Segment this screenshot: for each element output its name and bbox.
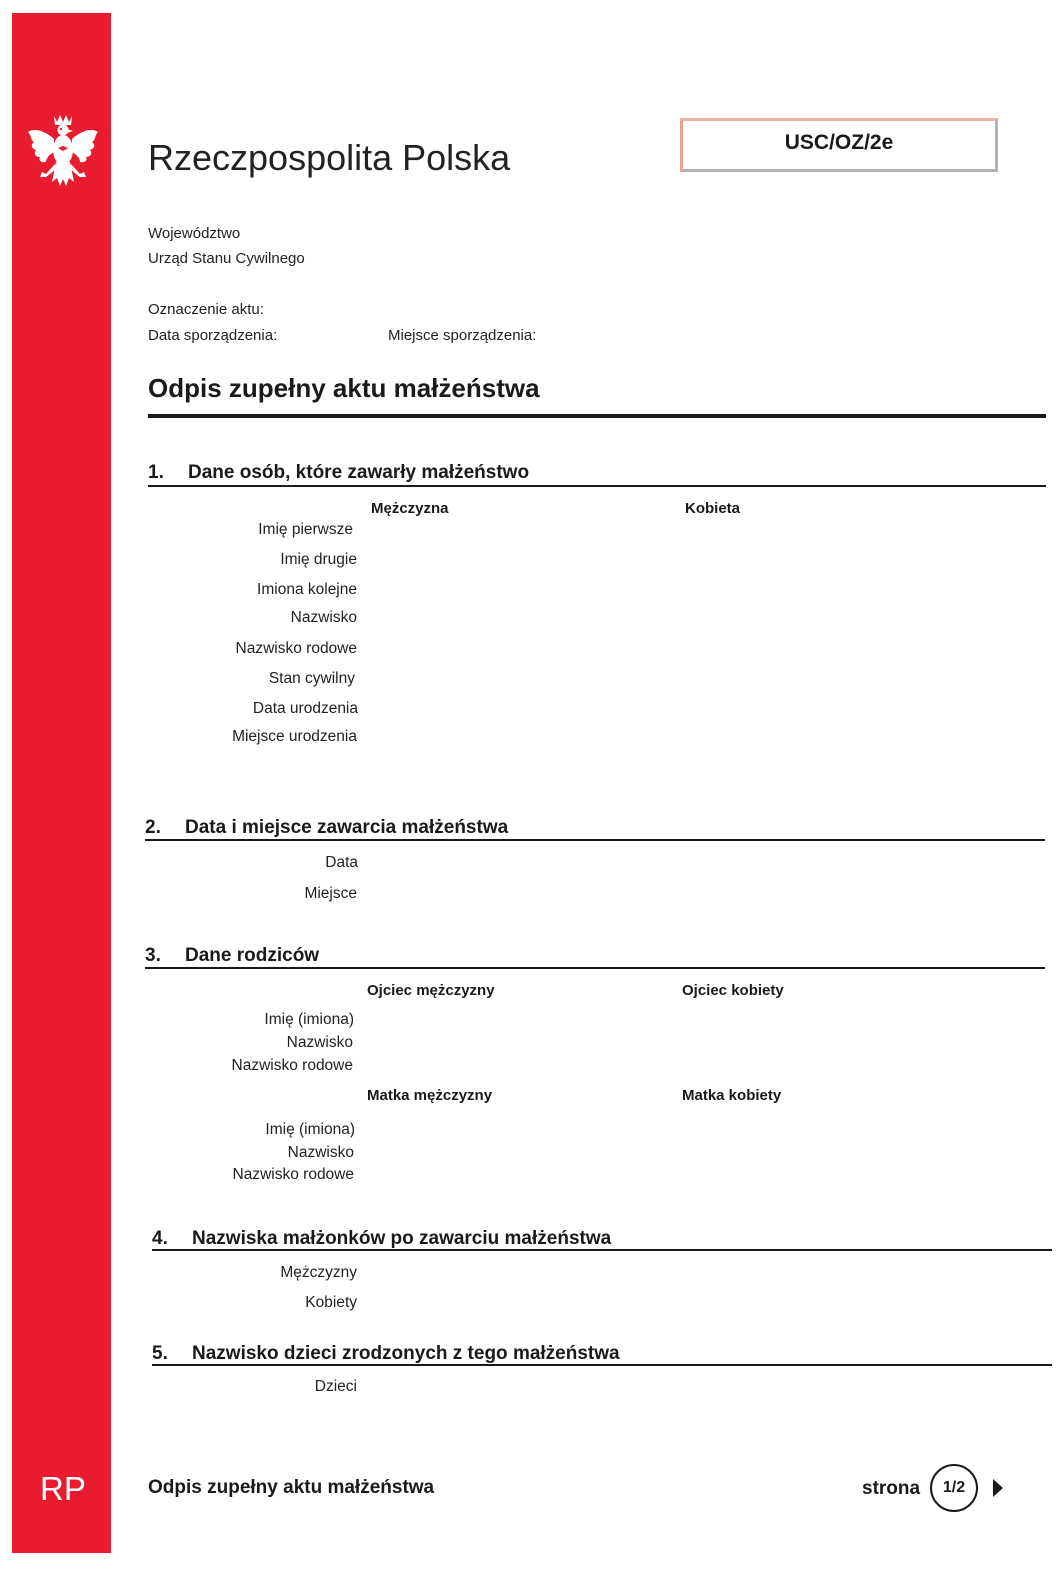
column-header-woman: Kobieta	[685, 500, 741, 517]
page-label: strona	[862, 1478, 921, 1499]
section-3-divider	[145, 967, 1045, 969]
field-label: Nazwisko rodowe	[231, 1057, 353, 1074]
date-label: Data sporządzenia:	[148, 327, 278, 344]
field-label: Miejsce urodzenia	[232, 728, 357, 745]
section-1-title: Dane osób, które zawarły małżeństwo	[188, 462, 530, 483]
footer-title: Odpis zupełny aktu małżeństwa	[148, 1477, 435, 1498]
field-label: Imię drugie	[280, 551, 357, 568]
field-label: Imię pierwsze	[258, 521, 353, 538]
field-label: Mężczyzny	[280, 1264, 357, 1281]
country-name: Rzeczpospolita Polska	[148, 137, 511, 178]
sidebar-abbreviation: RP	[40, 1470, 86, 1507]
place-label: Miejsce sporządzenia:	[388, 327, 537, 344]
section-1-divider	[148, 485, 1046, 487]
section-4-number: 4.	[152, 1228, 168, 1249]
field-label: Imiona kolejne	[257, 581, 357, 598]
section-5-number: 5.	[152, 1343, 168, 1364]
page-number: 1/2	[942, 1479, 966, 1496]
field-label: Nazwisko	[286, 1034, 353, 1051]
section-2-divider	[145, 839, 1045, 841]
field-label: Nazwisko	[290, 609, 357, 626]
red-sidebar	[12, 13, 111, 1553]
field-label: Nazwisko rodowe	[235, 640, 357, 657]
section-4-title: Nazwiska małżonków po zawarciu małżeństwa	[192, 1228, 612, 1249]
white-eagle-emblem-icon	[26, 112, 100, 194]
form-code: USC/OZ/2e	[784, 131, 894, 154]
voivodeship-label: Województwo	[148, 225, 241, 242]
section-3-number: 3.	[145, 945, 161, 966]
document-title: Odpis zupełny aktu małżeństwa	[148, 373, 540, 403]
column-header-mother-man: Matka mężczyzny	[367, 1087, 493, 1104]
section-3-title: Dane rodziców	[185, 945, 320, 966]
column-header-mother-woman: Matka kobiety	[682, 1087, 782, 1104]
field-label: Nazwisko rodowe	[232, 1166, 354, 1183]
act-id-label: Oznaczenie aktu:	[148, 301, 264, 318]
section-4-divider	[152, 1249, 1052, 1251]
section-2-title: Data i miejsce zawarcia małżeństwa	[185, 817, 509, 838]
next-page-arrow-icon[interactable]	[993, 1479, 1003, 1497]
field-label: Imię (imiona)	[265, 1121, 355, 1138]
section-5-title: Nazwisko dzieci zrodzonych z tego małżeństwa	[192, 1343, 620, 1364]
field-label: Kobiety	[305, 1294, 357, 1311]
section-2-number: 2.	[145, 817, 161, 838]
section-1-number: 1.	[148, 462, 164, 483]
form-code-box	[680, 118, 998, 172]
title-divider	[148, 414, 1046, 418]
field-label: Nazwisko	[287, 1144, 354, 1161]
column-header-father-woman: Ojciec kobiety	[682, 982, 784, 999]
field-label: Data	[325, 854, 358, 871]
office-label: Urząd Stanu Cywilnego	[148, 250, 305, 267]
section-5-divider	[152, 1364, 1052, 1366]
field-label: Data urodzenia	[252, 700, 358, 717]
field-label: Imię (imiona)	[264, 1011, 354, 1028]
column-header-father-man: Ojciec mężczyzny	[367, 982, 495, 999]
field-label: Stan cywilny	[268, 670, 355, 687]
field-label: Miejsce	[304, 885, 357, 902]
column-header-man: Mężczyzna	[371, 500, 449, 517]
field-label: Dzieci	[314, 1378, 357, 1395]
page-indicator	[930, 1464, 978, 1512]
